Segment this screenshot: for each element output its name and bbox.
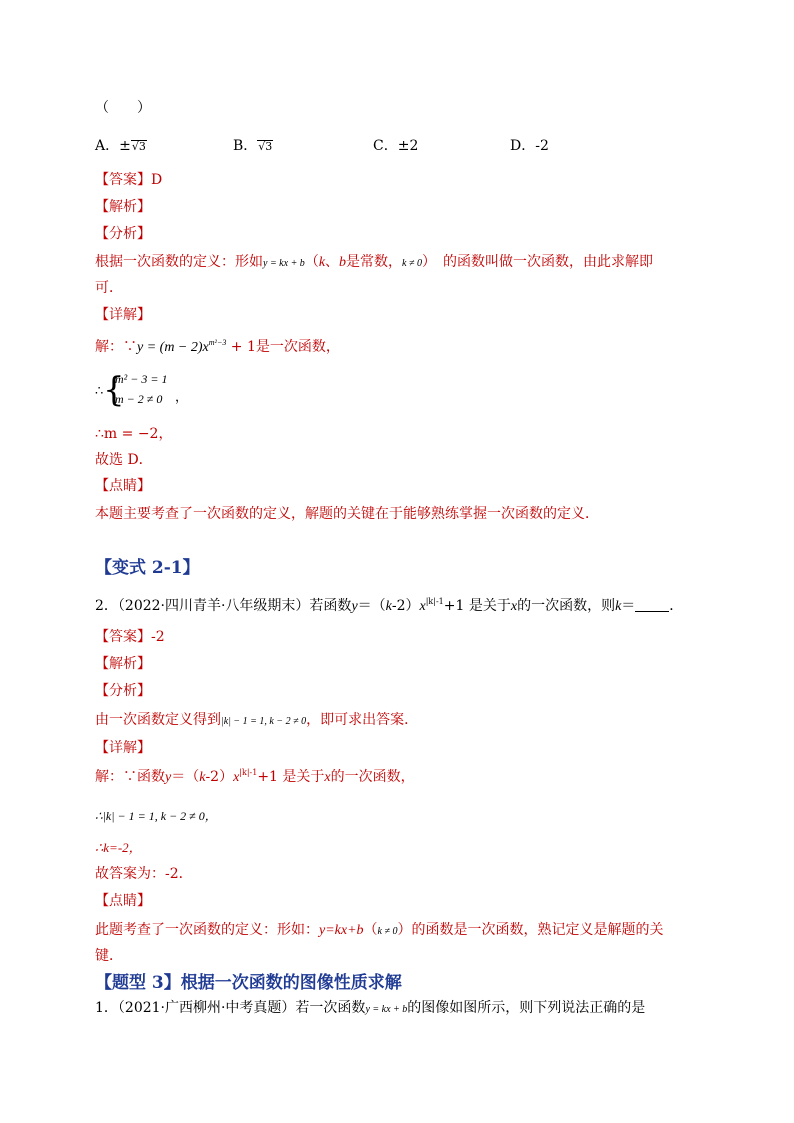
option-a: A．±√3 [95,138,146,154]
q2-analysis-tag: 【解析】 [95,656,151,672]
q1-analysis-tag: 【解析】 [95,199,151,215]
q2-comment-line1: 此题考查了一次函数的定义：形如：y=kx+b（k ≠ 0）的函数是一次函数，熟记定义是解题的关 [95,922,664,938]
q1-fenxi-line2: 可． [95,280,123,296]
q1-comment: 本题主要考查了一次函数的定义，解题的关键在于能够熟练掌握一次函数的定义． [95,506,599,522]
q2-result: ∴k=-2， [95,840,142,855]
option-d: D．-2 [510,138,549,154]
q2-fenxi-line: 由一次函数定义得到|k| − 1 = 1, k − 2 ≠ 0，即可求出答案． [95,712,419,728]
q2-therefore-line: ∴|k| − 1 = 1, k − 2 ≠ 0， [95,809,217,823]
answer-parentheses: （ ） [95,100,151,116]
q1-choose: 故选 D． [95,452,153,468]
q1-fenxi-line1: 根据一次函数的定义：形如y = kx + b（k、b是常数，k ≠ 0） 的函数叫做一次函数，由此求解即 [95,254,653,270]
q1-fenxi-tag: 【分析】 [95,226,151,242]
q2-answer: 【答案】-2 [95,629,165,645]
q2-final: 故答案为：-2． [95,866,193,882]
q1-result: ∴m = −2， [95,426,173,442]
q1-equation-system: ∴ { m² − 3 = 1 m − 2 ≠ 0 ， [95,370,189,410]
q2-fenxi-tag: 【分析】 [95,683,151,699]
option-b-sqrt: √3 [258,140,273,153]
q2-stem: 2．（2022·四川青羊·八年级期末）若函数$y=(k-2)x^{|k|-1}+1$ 是关于x的一次函数，则k＝ ． [95,597,684,614]
option-b: B．√3 [233,138,273,154]
q3-stem: 1．（2021·广西柳州·中考真题）若一次函数y = kx + b的图像如图所示，则下列说法正确的是 [95,1000,646,1016]
type3-title: 【题型 3】根据一次函数的图像性质求解 [95,973,402,993]
q1-detail-line: 解：∵y = $(m - 2)x^{m^2-3} + 1$是一次函数， [95,338,340,355]
q2-detail-line: 解：∵函数$y=(k-2)x^{|k|-1}+1$ 是关于x的一次函数， [95,768,415,785]
q2-comment-line2: 键． [95,948,123,964]
q2-answer-blank [635,597,669,612]
option-a-sqrt: √3 [131,140,146,153]
q1-comment-tag: 【点睛】 [95,478,151,494]
variant-title: 【变式 2-1】 [95,558,200,578]
q1-answer: 【答案】D [95,172,163,188]
q2-comment-tag: 【点睛】 [95,893,151,909]
q2-detail-tag: 【详解】 [95,740,151,756]
option-c: C．±2 [373,138,419,154]
q1-detail-tag: 【详解】 [95,307,151,323]
